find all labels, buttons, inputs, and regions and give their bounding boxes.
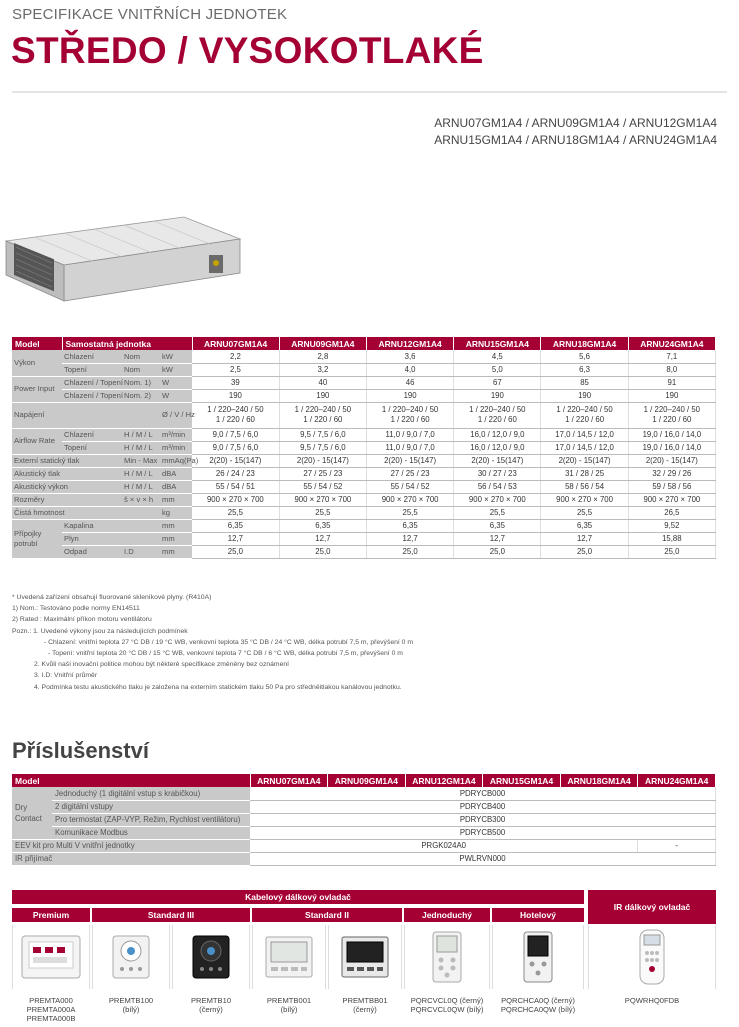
spec-row — [12, 402, 716, 428]
spec-value: 1 / 220–240 / 50 1 / 220 / 60 — [366, 402, 453, 428]
spec-value: 3,6 — [366, 350, 453, 363]
spec-row-cond: H / M / L — [122, 467, 160, 480]
standard-iii-black-image — [172, 925, 250, 989]
spec-value: 12,7 — [541, 532, 628, 545]
spec-value: 2,2 — [192, 350, 279, 363]
spec-row-cond: Nom — [122, 363, 160, 376]
spec-row-group: Přípojky potrubí — [12, 519, 62, 558]
spec-value: 25,5 — [366, 506, 453, 519]
acc-header-col: ARNU12GM1A4 — [405, 774, 483, 787]
spec-row-cond — [122, 532, 160, 545]
acc-header-col: ARNU24GM1A4 — [638, 774, 716, 787]
spec-value: 25,5 — [192, 506, 279, 519]
spec-row — [12, 532, 716, 545]
spec-row-unit: kW — [160, 363, 192, 376]
note-line: 2. Kvůli naší inovační politice mohou být některé specifikace změněny bez oznámení — [34, 661, 290, 669]
standard-iii-white-image — [92, 925, 170, 989]
acc-row — [12, 839, 716, 852]
spec-row — [12, 363, 716, 376]
spec-value: 2(20) - 15(147) — [192, 454, 279, 467]
spec-value: 46 — [366, 376, 453, 389]
premium-controller-image — [12, 925, 90, 989]
model-list — [434, 115, 717, 149]
spec-row-sub: Topení — [62, 363, 122, 376]
spec-value: 4,5 — [454, 350, 541, 363]
page-title: STŘEDO / VYSOKOTLAKÉ — [11, 30, 484, 71]
hotel-controller-image — [492, 925, 584, 989]
acc-row-label: Pro termostat (ZAP-VYP, Režim, Rychlost ventilátoru) — [52, 813, 250, 826]
spec-value: 59 / 58 / 56 — [628, 480, 715, 493]
spec-row — [12, 428, 716, 441]
spec-value: 6,35 — [192, 519, 279, 532]
note-line: - Chlazení: vnitřní teplota 27 °C DB / 19 °C WB, venkovní teplota 35 °C DB / 24 °C WB, délka potrubí 7,5 m, převýšení 0 m — [44, 638, 414, 646]
acc-header-col: ARNU09GM1A4 — [328, 774, 406, 787]
spec-row-unit: kg — [160, 506, 192, 519]
spec-value: 55 / 54 / 52 — [279, 480, 366, 493]
acc-row-value: PRGK024A0 — [250, 839, 638, 852]
spec-row-cond: Nom. 2) — [122, 389, 160, 402]
spec-row — [12, 389, 716, 402]
spec-row — [12, 519, 716, 532]
spec-value: 6,3 — [541, 363, 628, 376]
acc-row-value: PWLRVN000 — [250, 852, 716, 865]
acc-header-col: ARNU15GM1A4 — [483, 774, 561, 787]
group-premium: Premium — [12, 908, 90, 922]
spec-value: 7,1 — [628, 350, 715, 363]
spec-row-unit: mm — [160, 532, 192, 545]
spec-value: 26,5 — [628, 506, 715, 519]
spec-row-sub: Chlazení / Topení — [64, 378, 123, 387]
spec-value: 5,6 — [541, 350, 628, 363]
spec-value: 27 / 25 / 23 — [279, 467, 366, 480]
spec-value: 85 — [541, 376, 628, 389]
spec-row-cond — [122, 506, 160, 519]
spec-row-sub: Chlazení / Topení — [64, 391, 123, 400]
group-hotel: Hotelový — [492, 908, 584, 922]
group-standard-ii: Standard II — [252, 908, 402, 922]
spec-row-unit: dBA — [160, 467, 192, 480]
acc-row-value: PDRYCB500 — [250, 826, 716, 839]
accessories-table — [12, 774, 716, 866]
spec-value: 1 / 220–240 / 50 1 / 220 / 60 — [454, 402, 541, 428]
spec-value: 12,7 — [366, 532, 453, 545]
spec-row-unit: mm — [160, 545, 192, 558]
accessories-title: Příslušenství — [12, 738, 149, 763]
spec-value: 17,0 / 14,5 / 12,0 — [541, 428, 628, 441]
spec-value: 6,35 — [279, 519, 366, 532]
spec-value: 25,0 — [628, 545, 715, 558]
spec-row — [12, 441, 716, 454]
spec-value: 9,5 / 7,5 / 6,0 — [279, 428, 366, 441]
spec-row-unit: m³/min — [160, 428, 192, 441]
spec-row-sub: Chlazení — [62, 350, 122, 363]
spec-value: 2(20) - 15(147) — [541, 454, 628, 467]
spec-value: 11,0 / 9,0 / 7,0 — [366, 441, 453, 454]
page-supertitle: SPECIFIKACE VNITŘNÍCH JEDNOTEK — [12, 6, 288, 23]
spec-value: 190 — [628, 389, 715, 402]
spec-row-unit: Ø / V / Hz — [160, 402, 192, 428]
spec-value: 190 — [454, 389, 541, 402]
acc-row-label: Komunikace Modbus — [52, 826, 250, 839]
notes — [12, 592, 413, 693]
spec-header-col: ARNU24GM1A4 — [628, 337, 715, 350]
spec-value: 27 / 25 / 23 — [366, 467, 453, 480]
spec-row — [12, 454, 716, 467]
spec-row-sub: Chlazení — [62, 428, 122, 441]
spec-row-cond: H / M / L — [122, 428, 160, 441]
controllers-section — [12, 890, 716, 1027]
divider — [12, 91, 727, 93]
spec-value: 6,35 — [454, 519, 541, 532]
spec-value: 19,0 / 16,0 / 14,0 — [628, 428, 715, 441]
spec-header-col: ARNU15GM1A4 — [454, 337, 541, 350]
controller-caption: PREMTB001 (bílý) — [266, 996, 312, 1014]
group-standard-iii: Standard III — [92, 908, 250, 922]
spec-row-cond: Min - Max — [122, 454, 160, 467]
spec-row-unit: dBA — [160, 480, 192, 493]
spec-value: 25,0 — [541, 545, 628, 558]
controller-caption: PQRCVCL0Q (černý) PQRCVCL0QW (bílý) — [410, 996, 484, 1014]
spec-value: 5,0 — [454, 363, 541, 376]
spec-value: 39 — [192, 376, 279, 389]
spec-value: 900 × 270 × 700 — [628, 493, 715, 506]
standard-ii-white-image — [252, 925, 326, 989]
spec-row-group: Akustický výkon — [12, 480, 122, 493]
spec-header-model: Model — [12, 337, 62, 350]
spec-value: 2,8 — [279, 350, 366, 363]
spec-value: 25,0 — [192, 545, 279, 558]
spec-value: 1 / 220–240 / 50 1 / 220 / 60 — [541, 402, 628, 428]
acc-row-label: IR přijímač — [12, 852, 250, 865]
spec-value: 3,2 — [279, 363, 366, 376]
spec-row-group: Airflow Rate — [12, 428, 62, 454]
spec-value: 190 — [366, 389, 453, 402]
spec-row — [12, 467, 716, 480]
spec-row-unit: mm — [160, 493, 192, 506]
spec-row-group: Výkon — [12, 350, 62, 376]
spec-row-cond: I.D — [122, 545, 160, 558]
controller-caption: PQWRHQ0FDB — [624, 996, 680, 1005]
spec-value: 900 × 270 × 700 — [192, 493, 279, 506]
spec-value: 9,52 — [628, 519, 715, 532]
model-line-1: ARNU07GM1A4 / ARNU09GM1A4 / ARNU12GM1A4 — [434, 116, 717, 130]
acc-row — [12, 826, 716, 839]
spec-value: 91 — [628, 376, 715, 389]
acc-row-value: PDRYCB400 — [250, 800, 716, 813]
controller-caption: PQRCHCA0Q (černý) PQRCHCA0QW (bílý) — [500, 996, 576, 1014]
spec-header-col: ARNU12GM1A4 — [366, 337, 453, 350]
spec-value: 190 — [279, 389, 366, 402]
wired-controllers-header: Kabelový dálkový ovladač — [12, 890, 584, 904]
spec-value: 900 × 270 × 700 — [366, 493, 453, 506]
spec-row — [12, 350, 716, 363]
spec-value: 25,0 — [454, 545, 541, 558]
spec-value: 26 / 24 / 23 — [192, 467, 279, 480]
spec-value: 900 × 270 × 700 — [454, 493, 541, 506]
acc-row-value: PDRYCB000 — [250, 787, 716, 800]
spec-row-cond: H / M / L — [122, 441, 160, 454]
controller-caption: PREMTB10 (černý) — [190, 996, 232, 1014]
spec-value: 1 / 220–240 / 50 1 / 220 / 60 — [628, 402, 715, 428]
group-simple: Jednoduchý — [404, 908, 490, 922]
spec-value: 9,0 / 7,5 / 6,0 — [192, 428, 279, 441]
acc-header-col: ARNU07GM1A4 — [250, 774, 328, 787]
spec-row-unit: kW — [160, 350, 192, 363]
controller-caption: PREMTBB01 (černý) — [342, 996, 388, 1014]
spec-value: 12,7 — [279, 532, 366, 545]
model-line-2: ARNU15GM1A4 / ARNU18GM1A4 / ARNU24GM1A4 — [434, 133, 717, 147]
spec-value: 67 — [454, 376, 541, 389]
spec-value: 9,5 / 7,5 / 6,0 — [279, 441, 366, 454]
spec-row-group: Akustický tlak — [12, 467, 122, 480]
spec-row-group: Rozměry — [12, 493, 122, 506]
note-line: * Uvedená zařízení obsahují fluorované skleníkové plyny. (R410A) — [12, 594, 212, 601]
spec-value: 2(20) - 15(147) — [628, 454, 715, 467]
spec-value: 8,0 — [628, 363, 715, 376]
spec-value: 2,5 — [192, 363, 279, 376]
spec-value: 17,0 / 14,5 / 12,0 — [541, 441, 628, 454]
spec-header-col: ARNU18GM1A4 — [541, 337, 628, 350]
acc-header-col: ARNU18GM1A4 — [560, 774, 638, 787]
spec-row-cond: š × v × h — [122, 493, 160, 506]
spec-value: 16,0 / 12,0 / 9,0 — [454, 428, 541, 441]
spec-header-col: ARNU09GM1A4 — [279, 337, 366, 350]
spec-value: 25,5 — [454, 506, 541, 519]
acc-row — [12, 800, 716, 813]
spec-value: 58 / 56 / 54 — [541, 480, 628, 493]
note-line: 3. I.D: Vnitřní průměr — [34, 672, 98, 680]
note-line: 2) Rated : Maximální příkon motoru ventilátoru — [12, 616, 152, 624]
spec-row-group: Power Input — [12, 376, 62, 402]
spec-row-cond: H / M / L — [122, 480, 160, 493]
spec-row-cond — [122, 402, 160, 428]
spec-row-unit: W — [160, 376, 192, 389]
spec-value: 25,0 — [279, 545, 366, 558]
spec-header-row — [12, 337, 716, 350]
spec-value: 55 / 54 / 51 — [192, 480, 279, 493]
spec-value: 12,7 — [192, 532, 279, 545]
spec-value: 40 — [279, 376, 366, 389]
acc-row-value: - — [638, 839, 716, 852]
acc-row-label: Jednoduchý (1 digitální vstup s krabičkou) — [52, 787, 250, 800]
spec-value: 25,5 — [279, 506, 366, 519]
spec-value: 2(20) - 15(147) — [279, 454, 366, 467]
spec-value: 900 × 270 × 700 — [541, 493, 628, 506]
spec-value: 4,0 — [366, 363, 453, 376]
controller-caption: PREMTB100 (bílý) — [108, 996, 154, 1014]
acc-group-dry-contact: Dry Contact — [12, 787, 52, 839]
spec-value: 32 / 29 / 26 — [628, 467, 715, 480]
spec-value: 190 — [541, 389, 628, 402]
spec-value: 19,0 / 16,0 / 14,0 — [628, 441, 715, 454]
spec-row-cond: Nom — [122, 350, 160, 363]
spec-row-sub: Odpad — [62, 545, 122, 558]
spec-row-unit: m³/min — [160, 441, 192, 454]
spec-row — [12, 493, 716, 506]
ir-controller-header: IR dálkový ovladač — [588, 890, 716, 924]
spec-value: 15,88 — [628, 532, 715, 545]
spec-value: 25,5 — [541, 506, 628, 519]
spec-value: 6,35 — [366, 519, 453, 532]
spec-value: 2(20) - 15(147) — [366, 454, 453, 467]
spec-header-col: ARNU07GM1A4 — [192, 337, 279, 350]
acc-row-label: 2 digitální vstupy — [52, 800, 250, 813]
note-line: 4. Podmínka testu akustického tlaku je založena na externím statickém tlaku 50 Pa pro středněitlakou kanálovou jednotku. — [34, 683, 402, 691]
acc-row-value: PDRYCB300 — [250, 813, 716, 826]
note-line: 1) Nom.: Testováno podle normy EN14511 — [12, 605, 140, 613]
spec-row-group: Napájení — [12, 402, 122, 428]
spec-value: 900 × 270 × 700 — [279, 493, 366, 506]
spec-row-unit: mm — [160, 519, 192, 532]
spec-value: 6,35 — [541, 519, 628, 532]
acc-header-row — [12, 774, 716, 787]
simple-controller-image — [404, 925, 490, 989]
spec-value: 16,0 / 12,0 / 9,0 — [454, 441, 541, 454]
spec-row-unit: W — [160, 389, 192, 402]
spec-table — [12, 337, 716, 559]
acc-row — [12, 852, 716, 865]
spec-value: 2(20) - 15(147) — [454, 454, 541, 467]
spec-value: 31 / 28 / 25 — [541, 467, 628, 480]
spec-value: 1 / 220–240 / 50 1 / 220 / 60 — [279, 402, 366, 428]
note-line: - Topení: vnitřní teplota 20 °C DB / 15 °C WB, venkovní teplota 7 °C DB / 6 °C WB, délka potrubí 7,5 m, převýšení 0 m — [48, 650, 403, 658]
spec-row-sub: Kapalina — [62, 519, 122, 532]
acc-row-label: EEV kit pro Multi V vnitřní jednotky — [12, 839, 250, 852]
ir-remote-image — [588, 925, 716, 989]
spec-row-sub: Plyn — [62, 532, 122, 545]
controller-caption: PREMTA000 PREMTA000A PREMTA000B — [26, 996, 76, 1023]
spec-row-cond — [122, 519, 160, 532]
spec-value: 1 / 220–240 / 50 1 / 220 / 60 — [192, 402, 279, 428]
ducted-unit-image — [4, 213, 242, 303]
spec-value: 9,0 / 7,5 / 6,0 — [192, 441, 279, 454]
spec-value: 190 — [192, 389, 279, 402]
note-line: Pozn.: 1. Uvedené výkony jsou za následujících podmínek — [12, 627, 188, 635]
spec-row-unit: mmAq(Pa) — [162, 456, 199, 465]
spec-row — [12, 376, 716, 389]
spec-value: 12,7 — [454, 532, 541, 545]
spec-value: 30 / 27 / 23 — [454, 467, 541, 480]
acc-header-model: Model — [12, 774, 250, 787]
spec-row — [12, 545, 716, 558]
standard-ii-black-image — [328, 925, 402, 989]
spec-row-group: Čistá hmotnost — [12, 506, 122, 519]
spec-value: 11,0 / 9,0 / 7,0 — [366, 428, 453, 441]
spec-row-sub: Topení — [62, 441, 122, 454]
acc-row — [12, 787, 716, 800]
spec-row-group: Externí statický tlak — [12, 454, 122, 467]
acc-row — [12, 813, 716, 826]
spec-row — [12, 480, 716, 493]
spec-value: 55 / 54 / 52 — [366, 480, 453, 493]
spec-value: 56 / 54 / 53 — [454, 480, 541, 493]
spec-row-cond: Nom. 1) — [122, 376, 160, 389]
spec-header-unit: Samostatná jednotka — [62, 337, 192, 350]
spec-row — [12, 506, 716, 519]
spec-value: 25,0 — [366, 545, 453, 558]
